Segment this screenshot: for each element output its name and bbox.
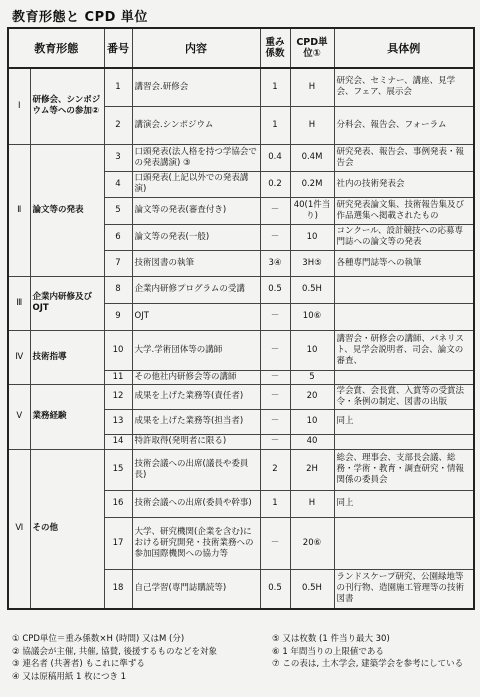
group-numeral: Ⅲ [8,276,30,330]
group-category: 企業内研修及びOJT [30,276,104,330]
row-weight: 3④ [260,250,290,276]
row-content: 自己学習(専門誌購読等) [132,569,260,609]
row-cpd: 40 [290,434,334,449]
row-examples: 学会賞、会長賞、入賞等の受賞法令・条例の制定、図書の出版 [334,384,474,409]
table-row [8,449,474,490]
row-weight: － [260,370,290,384]
row-cpd: 0.5H [290,276,334,303]
header-category: 教育形態 [8,28,104,68]
row-weight: － [260,197,290,224]
row-cpd: 2H [290,449,334,490]
footnote: ⑦ この表は, 土木学会, 建築学会を参考にしている [272,659,464,669]
footnote: ⑥ 1 年間当りの上限値である [272,646,384,657]
page-title: 教育形態と CPD 単位 [12,10,148,25]
row-number: 10 [104,330,132,370]
row-examples: 各種専門誌等への執筆 [334,250,474,276]
row-number: 18 [104,569,132,609]
header-examples: 具体例 [334,28,474,68]
row-content: 口頭発表(上記以外での発表講演) [132,171,260,197]
table-row [8,276,474,303]
group-numeral: Ⅳ [8,330,30,384]
row-weight: 0.5 [260,569,290,609]
table-row [8,384,474,409]
row-number: 15 [104,449,132,490]
row-content: 企業内研修プログラムの受講 [132,276,260,303]
table-row [8,330,474,370]
footnote: ③ 連名者 (共著者) もこれに準ずる [12,659,145,669]
header-content: 内容 [132,28,260,68]
row-cpd: 3H⑤ [290,250,334,276]
row-content: OJT [132,303,260,330]
row-examples: 分科会、報告会、フォーラム [334,106,474,144]
row-content: 講演会.シンポジウム [132,106,260,144]
row-content: 技術会議への出席(委員や幹事) [132,490,260,517]
row-cpd: 10⑥ [290,303,334,330]
row-content: 口頭発表(法人格を持つ学協会での発表講演) ③ [132,144,260,171]
footnote: ① CPD単位＝重み係数×H (時間) 又はM (分) [12,634,185,644]
row-examples [334,276,474,303]
group-category: その他 [30,449,104,609]
row-cpd: 20⑥ [290,517,334,569]
row-content: 論文等の発表(一般) [132,224,260,250]
row-number: 6 [104,224,132,250]
row-content: 成果を上げた業務等(責任者) [132,384,260,409]
row-examples [334,370,474,384]
row-number: 3 [104,144,132,171]
footnotes-left [12,633,262,683]
row-weight: 1 [260,106,290,144]
table-row [8,68,474,106]
row-weight: 1 [260,68,290,106]
cpd-table [7,27,475,610]
row-number: 8 [104,276,132,303]
row-cpd: 10 [290,330,334,370]
row-number: 7 [104,250,132,276]
row-content: 技術図書の執筆 [132,250,260,276]
row-examples: 同上 [334,490,474,517]
row-weight: － [260,434,290,449]
row-number: 16 [104,490,132,517]
footnotes-right [272,633,477,671]
row-cpd: H [290,106,334,144]
row-number: 13 [104,409,132,434]
row-content: 大学.学術団体等の講師 [132,330,260,370]
group-numeral: Ⅰ [8,68,30,144]
header-weight: 重み係数 [260,28,290,68]
footnote: ② 協議会が主催, 共催, 協賛, 後援するものなどを対象 [12,646,218,657]
row-weight: － [260,224,290,250]
row-content: 技術会議への出席(議長や委員長) [132,449,260,490]
row-examples: コンクール、設計競技への応募専門誌への論文等の発表 [334,224,474,250]
group-category: 技術指導 [30,330,104,384]
row-number: 2 [104,106,132,144]
footnote: ④ 又は原稿用紙 1 枚につき 1 [12,671,127,682]
row-content: 論文等の発表(審査付き) [132,197,260,224]
row-content: 講習会.研修会 [132,68,260,106]
row-weight: － [260,384,290,409]
row-cpd: 0.5H [290,569,334,609]
header-row [8,28,474,68]
row-cpd: 5 [290,370,334,384]
table-row [8,144,474,171]
row-cpd: 0.4M [290,144,334,171]
group-category: 論文等の発表 [30,144,104,276]
row-content: 成果を上げた業務等(担当者) [132,409,260,434]
row-weight: 0.5 [260,276,290,303]
group-numeral: Ⅴ [8,384,30,449]
row-number: 5 [104,197,132,224]
row-number: 9 [104,303,132,330]
row-weight: － [260,517,290,569]
row-cpd: 0.2M [290,171,334,197]
row-weight: 1 [260,490,290,517]
group-numeral: Ⅱ [8,144,30,276]
row-weight: 0.4 [260,144,290,171]
row-number: 4 [104,171,132,197]
row-examples: 総会、理事会、支部長会議、総務・学術・教育・調査研究・情報関係の委員会 [334,449,474,490]
row-examples: 研究会、セミナー、講座、見学会、フェア、展示会 [334,68,474,106]
row-number: 11 [104,370,132,384]
row-number: 17 [104,517,132,569]
row-number: 1 [104,68,132,106]
row-weight: 0.2 [260,171,290,197]
table-body [8,68,474,609]
row-examples [334,517,474,569]
row-cpd: 20 [290,384,334,409]
row-examples: 研究発表、報告会、事例発表・報告会 [334,144,474,171]
row-weight: － [260,409,290,434]
row-examples: 講習会・研修会の講師、パネリスト、見学会説明者、司会、論文の審査、 [334,330,474,370]
group-category: 研修会、シンポジウム等への参加② [30,68,104,144]
row-weight: 2 [260,449,290,490]
row-examples: 同上 [334,409,474,434]
row-number: 12 [104,384,132,409]
header-cpd-unit: CPD単位① [290,28,334,68]
header-number: 番号 [104,28,132,68]
row-examples: 研究発表論文集、技術報告集及び作品選集へ掲載されたもの [334,197,474,224]
row-examples: ランドスケープ研究、公園緑地等の刊行物、造園施工管理等の技術図書 [334,569,474,609]
row-cpd: H [290,490,334,517]
row-cpd: H [290,68,334,106]
row-content: 特許取得(発明者に限る) [132,434,260,449]
row-examples: 社内の技術発表会 [334,171,474,197]
row-weight: － [260,330,290,370]
footnote: ⑤ 又は枚数 (1 件当り最大 30) [272,634,390,644]
row-content: 大学、研究機関(企業を含む)における研究開発・技術業務への参加国際機関への協力等 [132,517,260,569]
row-cpd: 10 [290,224,334,250]
row-cpd: 10 [290,409,334,434]
row-content: その他社内研修会等の講師 [132,370,260,384]
group-category: 業務経験 [30,384,104,449]
row-number: 14 [104,434,132,449]
row-examples [334,434,474,449]
row-cpd: 40(1件当り) [290,197,334,224]
row-examples [334,303,474,330]
row-weight: － [260,303,290,330]
group-numeral: Ⅵ [8,449,30,609]
